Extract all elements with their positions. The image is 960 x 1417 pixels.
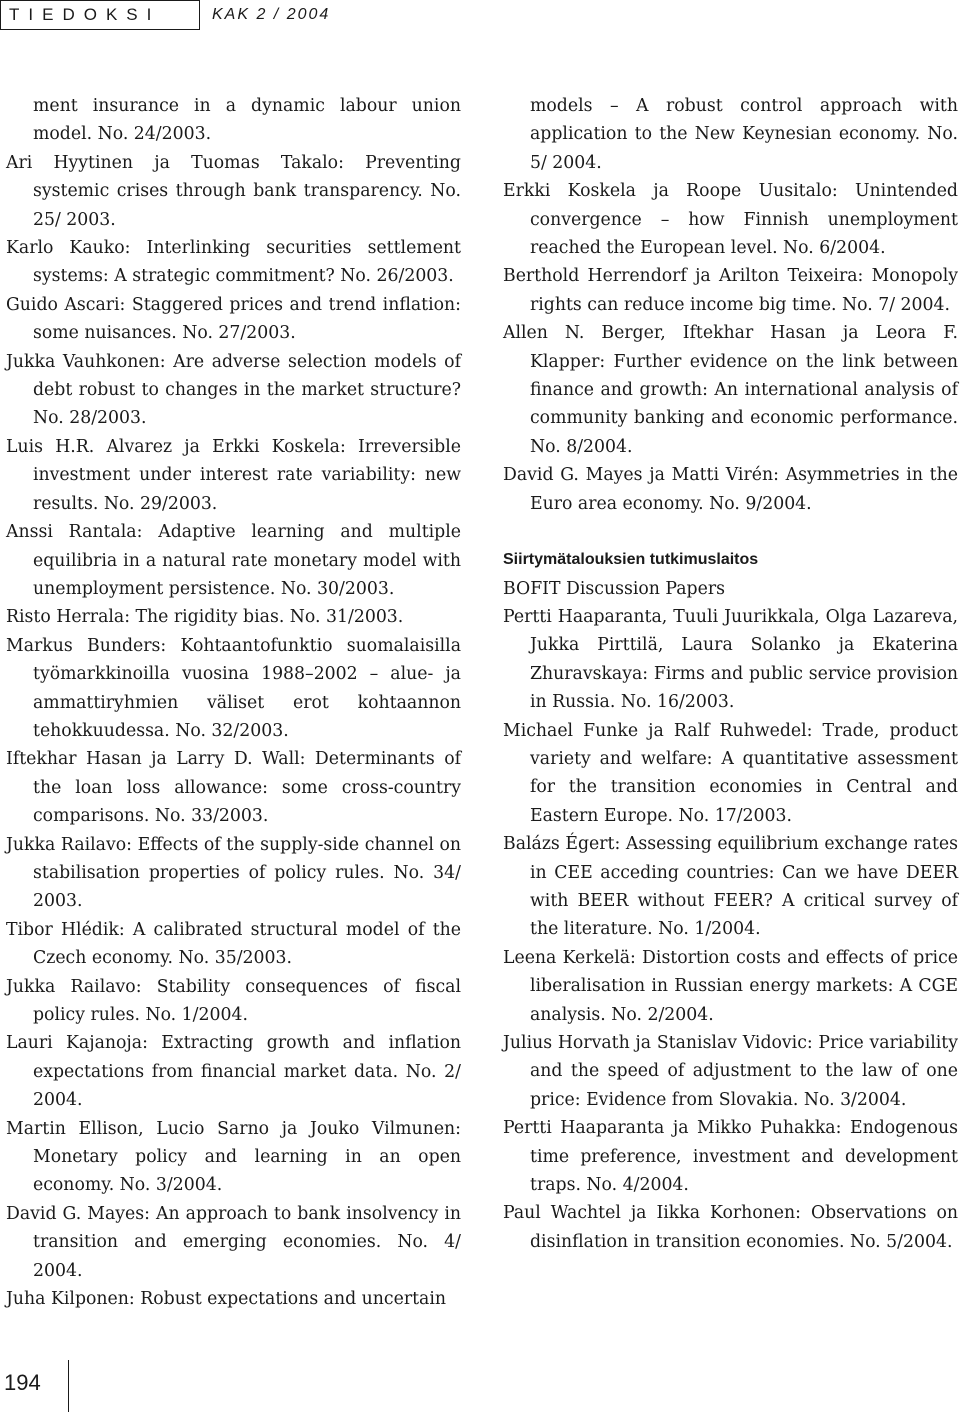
reference-entry: Balázs Égert: Assessing equilibrium exchange rates in CEE acceding countries: Can we have DEER with BEER without FEER? A critical survey of the literature. No. 1/2004.: [503, 834, 958, 940]
reference-entry: Iftekhar Hasan ja Larry D. Wall: Determinants of the loan loss allowance: some cross-country comparisons. No. 33/2003.: [6, 749, 461, 827]
reference-entry: Jukka Vauhkonen: Are adverse selection models of debt robust to changes in the market structure? No. 28/2003.: [6, 351, 461, 429]
reference-entry: Jukka Railavo: Stability consequences of fiscal policy rules. No. 1/2004.: [6, 976, 461, 1025]
reference-entry: David G. Mayes ja Matti Virén: Asymmetries in the Euro area economy. No. 9/2004.: [503, 465, 958, 514]
reference-entry: Paul Wachtel ja Iikka Korhonen: Observations on disinflation in transition economies. No. 5/2004.: [503, 1203, 958, 1252]
reference-entry: Berthold Herrendorf ja Arilton Teixeira: Monopoly rights can reduce income big time. No. 7/ 2004.: [503, 266, 958, 315]
reference-entry: Markus Bunders: Kohtaantofunktio suomalaisilla työmarkkinoilla vuosina 1988–2002 – alue- ja ammattiryhmien väliset erot kohtaannon tehokkuudessa. No. 32/2003.: [6, 635, 461, 741]
reference-entry: Anssi Rantala: Adaptive learning and multiple equilibria in a natural rate monetary model with unemployment persistence. No. 30/2003.: [6, 522, 461, 599]
reference-entry: Erkki Koskela ja Roope Uusitalo: Unintended convergence – how Finnish unemployment reached the European level. No. 6/2004.: [503, 181, 958, 259]
page-number: 194: [4, 1370, 41, 1395]
left-column: [6, 92, 461, 1313]
reference-entry: Ari Hyytinen ja Tuomas Takalo: Preventing systemic crises through bank transparency. No. 25/ 2003.: [6, 152, 461, 230]
reference-entry: Juha Kilponen: Robust expectations and uncertain: [6, 1289, 447, 1310]
issue-label: KAK 2 / 2004: [212, 6, 331, 23]
right-column-bottom-list: [503, 603, 958, 1256]
page-number-divider: [68, 1360, 69, 1412]
reference-entry: Pertti Haaparanta ja Mikko Puhakka: Endogenous time preference, investment and development traps. No. 4/2004.: [503, 1118, 958, 1196]
page-header: [0, 0, 960, 30]
reference-entry: Pertti Haaparanta, Tuuli Juurikkala, Olga Lazareva, Jukka Pirttilä, Laura Solanko ja Ekaterina Zhuravskaya: Firms and public service provision in Russia. No. 16/2003.: [503, 606, 958, 713]
reference-entry: Lauri Kajanoja: Extracting growth and inflation expectations from financial market data. No. 2/ 2004.: [6, 1033, 461, 1111]
section-label: TIEDOKSI: [0, 0, 200, 30]
reference-entry: David G. Mayes: An approach to bank insolvency in transition and emerging economies. No. 4/ 2004.: [6, 1203, 461, 1281]
reference-entry: Luis H.R. Alvarez ja Erkki Koskela: Irreversible investment under interest rate variability: new results. No. 29/2003.: [6, 436, 461, 514]
reference-entry: Risto Herrala: The rigidity bias. No. 31/2003.: [6, 607, 404, 628]
right-column: [503, 92, 958, 1256]
section-subtitle: BOFIT Discussion Papers: [503, 578, 725, 599]
reference-entry: Julius Horvath ja Stanislav Vidovic: Price variability and the speed of adjustment to the law of one price: Evidence from Slovakia. No. 3/2004.: [503, 1033, 958, 1110]
right-column-top-list: [503, 92, 958, 518]
reference-entry: ment insurance in a dynamic labour union model. No. 24/2003.: [33, 96, 461, 145]
reference-entry: Michael Funke ja Ralf Ruhwedel: Trade, product variety and welfare: A quantitative assessment for the transition economies in Central and Eastern Europe. No. 17/2003.: [503, 720, 958, 826]
reference-entry: Martin Ellison, Lucio Sarno ja Jouko Vilmunen: Monetary policy and learning in an open economy. No. 3/2004.: [6, 1118, 461, 1196]
reference-entry: Guido Ascari: Staggered prices and trend inflation: some nuisances. No. 27/2003.: [6, 294, 461, 344]
reference-entry: Karlo Kauko: Interlinking securities settlement systems: A strategic commitment? No. 26/2003.: [6, 238, 461, 287]
reference-entry: Tibor Hlédik: A calibrated structural model of the Czech economy. No. 35/2003.: [6, 919, 461, 969]
reference-entry: Allen N. Berger, Iftekhar Hasan ja Leora F. Klapper: Further evidence on the link between finance and growth: An international analysis of community banking and economic performance. No. 8/2004.: [503, 323, 958, 457]
reference-entry: Leena Kerkelä: Distortion costs and effects of price liberalisation in Russian energy markets: A CGE analysis. No. 2/2004.: [503, 947, 958, 1025]
reference-entry: models – A robust control approach with application to the New Keynesian economy. No. 5/ 2004.: [530, 96, 958, 173]
reference-entry: Jukka Railavo: Effects of the supply-side channel on stabilisation properties of policy rules. No. 34/ 2003.: [6, 834, 461, 912]
section-title: Siirtymätalouksien tutkimuslaitos: [503, 551, 759, 569]
